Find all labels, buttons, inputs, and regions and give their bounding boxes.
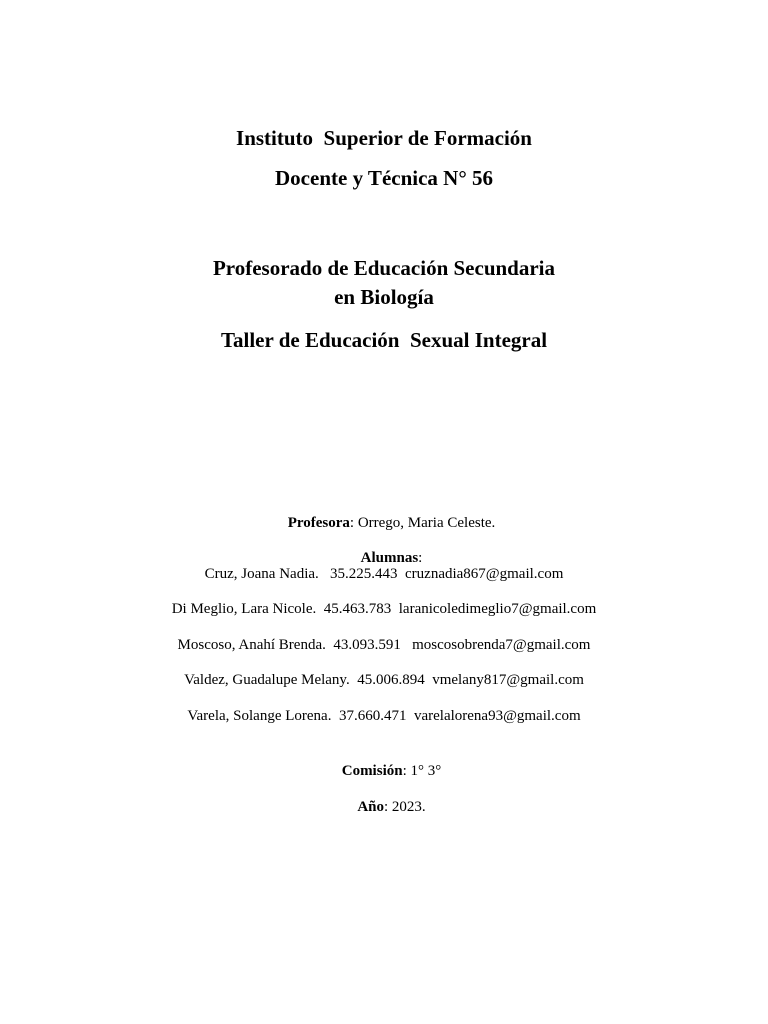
year-line: [0, 777, 768, 837]
student-entry: Cruz, Joana Nadia. 35.225.443 cruznadia867@gmail.com: [204, 566, 564, 582]
student-entry: Varela, Solange Lorena. 37.660.471 varelalorena93@gmail.com: [187, 708, 581, 724]
program-title-line1: Profesorado de Educación Secundaria: [212, 256, 556, 280]
professor-label: Profesora: [287, 515, 350, 531]
students-label: Alumnas: [360, 550, 419, 566]
commission-value: : 1° 3°: [402, 763, 442, 779]
institute-name-line1: Instituto Superior de Formación: [236, 126, 532, 150]
students-label-colon: :: [418, 550, 423, 566]
student-entry: Valdez, Guadalupe Melany. 45.006.894 vmelany817@gmail.com: [184, 672, 584, 688]
course-title: Taller de Educación Sexual Integral: [220, 328, 548, 352]
program-title-line2: en Biología: [334, 285, 434, 309]
institute-name-line2: Docente y Técnica N° 56: [275, 166, 493, 190]
commission-label: Comisión: [341, 763, 403, 779]
year-value: : 2023.: [384, 799, 426, 815]
year-label: Año: [357, 799, 384, 815]
student-entry: Moscoso, Anahí Brenda. 43.093.591 moscosobrenda7@gmail.com: [177, 637, 591, 653]
professor-name: : Orrego, Maria Celeste.: [349, 515, 496, 531]
student-entry: Di Meglio, Lara Nicole. 45.463.783 laranicoledimeglio7@gmail.com: [171, 601, 597, 617]
